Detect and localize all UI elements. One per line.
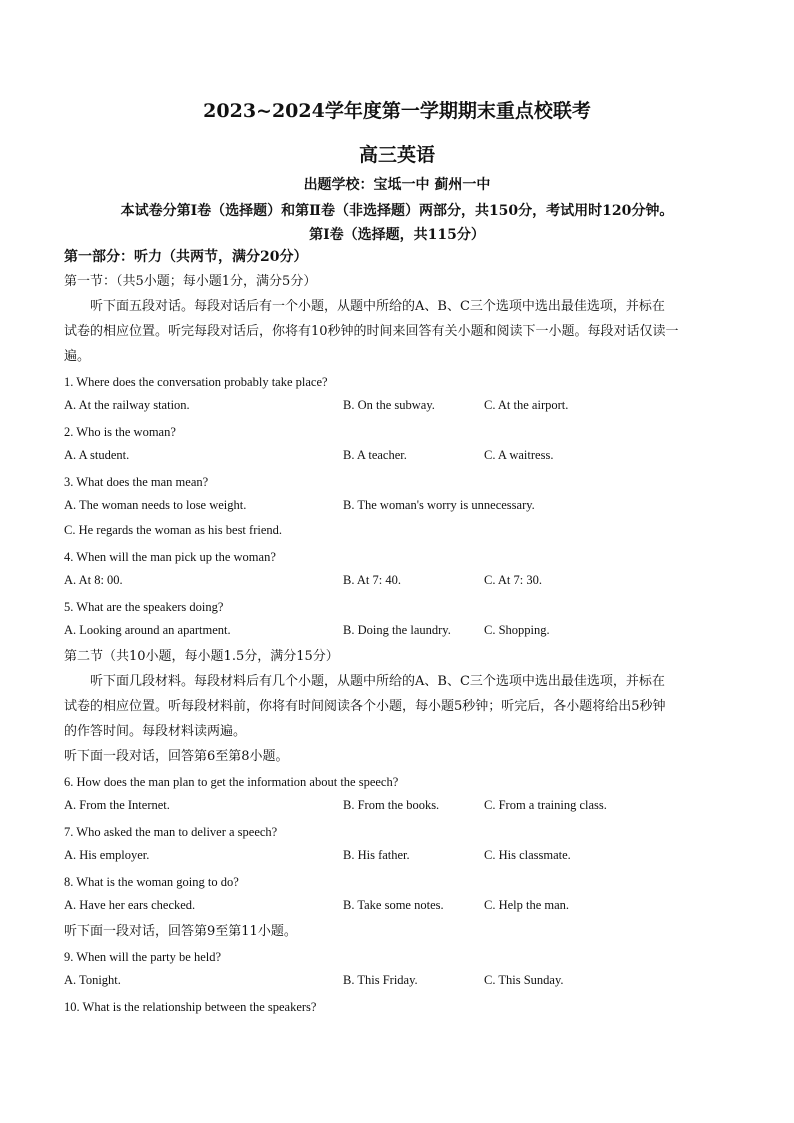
section1-instruction-line: 遍。 [64, 349, 91, 364]
exam-title: 2023~2024学年度第一学期期末重点校联考 [203, 100, 591, 122]
option-c: C. His classmate. [484, 848, 571, 862]
option-b: B. Take some notes. [343, 898, 444, 912]
question-text: 8. What is the woman going to do? [64, 875, 239, 889]
question-text: 7. Who asked the man to deliver a speech? [64, 825, 278, 839]
option-c: C. At 7: 30. [484, 573, 542, 587]
option-a: A. A student. [64, 448, 130, 462]
option-c: C. He regards the woman as his best friend. [64, 523, 282, 537]
option-a: A. From the Internet. [64, 798, 170, 812]
option-a: A. Have her ears checked. [64, 898, 196, 912]
question-text: 10. What is the relationship between the speakers? [64, 1000, 317, 1014]
option-a: A. At the railway station. [64, 398, 190, 412]
section1-instruction-line: 试卷的相应位置。听完每段对话后，你将有10秒钟的时间来回答有关小题和阅读下一小题。每段对话仅读一 [64, 324, 679, 339]
group-instruction: 听下面一段对话，回答第6至第8小题。 [64, 749, 289, 764]
question-text: 4. When will the man pick up the woman? [64, 550, 276, 564]
option-c: C. Help the man. [484, 898, 570, 912]
question-text: 1. Where does the conversation probably take place? [64, 375, 328, 389]
question-text: 5. What are the speakers doing? [64, 600, 224, 614]
section1-heading: 第一节：（共5小题；每小题1分，满分5分） [64, 274, 317, 289]
section2-instruction-line: 听下面几段材料。每段材料后有几个小题，从题中所给的A、B、C三个选项中选出最佳选项，并标在 [90, 674, 665, 689]
part1-heading: 第一部分：听力（共两节，满分20分） [64, 249, 308, 265]
section2-instruction-line: 试卷的相应位置。听每段材料前，你将有时间阅读各个小题，每小题5秒钟；听完后，各小题将给出5秒钟 [64, 699, 666, 714]
option-c: C. Shopping. [484, 623, 550, 637]
question-text: 2. Who is the woman? [64, 425, 176, 439]
volume-heading: 第Ⅰ卷（选择题，共115分） [309, 227, 485, 243]
option-b: B. At 7: 40. [343, 573, 401, 587]
option-c: C. This Sunday. [484, 973, 564, 987]
option-b: B. His father. [343, 848, 410, 862]
option-c: C. At the airport. [484, 398, 569, 412]
section2-heading: 第二节（共10小题，每小题1.5分，满分15分） [64, 649, 339, 664]
section2-instruction-line: 的作答时间。每段材料读两遍。 [64, 724, 247, 739]
option-b: B. A teacher. [343, 448, 407, 462]
option-a: A. At 8: 00. [64, 573, 123, 587]
section1-instruction-line: 听下面五段对话。每段对话后有一个小题，从题中所给的A、B、C三个选项中选出最佳选项，并标在 [90, 299, 665, 314]
option-a: A. Tonight. [64, 973, 121, 987]
option-b: B. On the subway. [343, 398, 435, 412]
option-b: B. The woman's worry is unnecessary. [343, 498, 535, 512]
option-a: A. Looking around an apartment. [64, 623, 231, 637]
question-text: 3. What does the man mean? [64, 475, 209, 489]
school-line: 出题学校：宝坻一中 蓟州一中 [303, 177, 491, 193]
question-text: 9. When will the party be held? [64, 950, 222, 964]
option-c: C. A waitress. [484, 448, 554, 462]
option-b: B. From the books. [343, 798, 440, 812]
option-b: B. This Friday. [343, 973, 418, 987]
option-c: C. From a training class. [484, 798, 607, 812]
option-a: A. His employer. [64, 848, 150, 862]
question-text: 6. How does the man plan to get the information about the speech? [64, 775, 399, 789]
instructions-line: 本试卷分第Ⅰ卷（选择题）和第Ⅱ卷（非选择题）两部分，共150分，考试用时120分钟。 [120, 203, 674, 219]
option-b: B. Doing the laundry. [343, 623, 451, 637]
group-instruction: 听下面一段对话，回答第9至第11小题。 [64, 924, 297, 939]
subject-title: 高三英语 [358, 144, 435, 166]
option-a: A. The woman needs to lose weight. [64, 498, 247, 512]
